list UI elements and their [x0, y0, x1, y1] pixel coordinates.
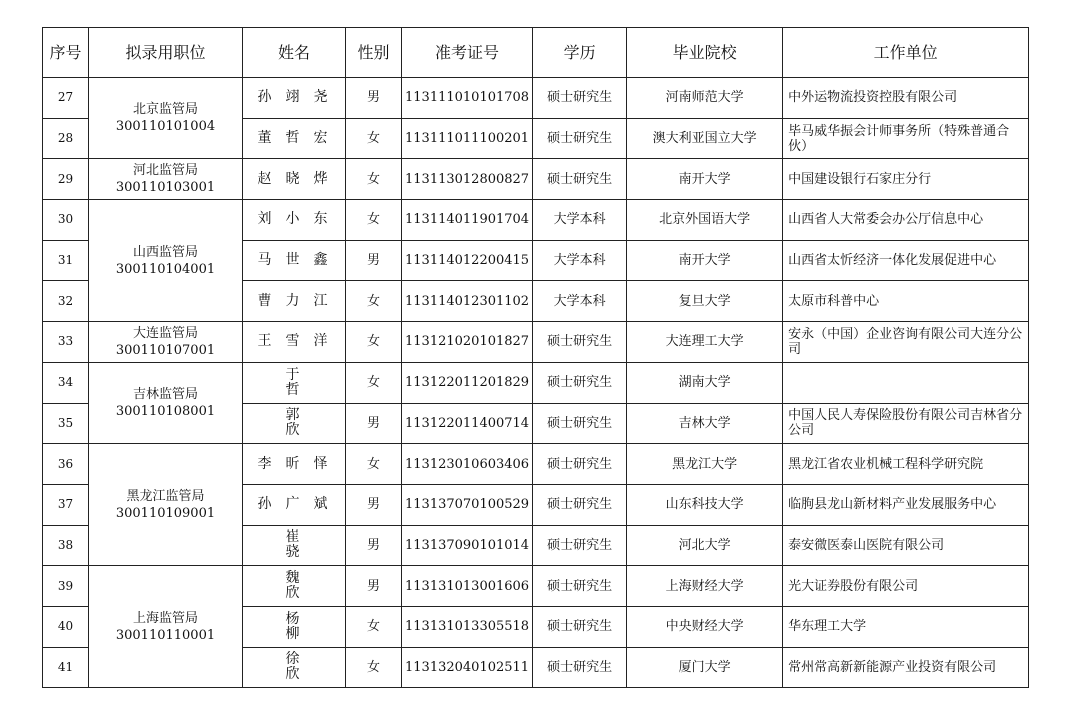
seq-cell: 28 [43, 118, 89, 159]
name-cell: 魏欣 [243, 566, 346, 607]
position-title: 大连监管局 [132, 325, 198, 341]
seq-cell: 27 [43, 78, 89, 119]
name-cell: 杨柳 [243, 606, 346, 647]
seq-cell: 40 [43, 606, 89, 647]
work-cell [783, 362, 1029, 403]
position-code: 300110110001 [115, 627, 216, 643]
gender-cell: 女 [346, 606, 402, 647]
degree-cell: 硕士研究生 [533, 118, 627, 159]
exam-id-cell: 113114011901704 [402, 200, 533, 241]
seq-cell: 30 [43, 200, 89, 241]
header-exam-id: 准考证号 [402, 28, 533, 78]
name-cell: 王雪洋 [243, 322, 346, 363]
position-cell [89, 322, 243, 363]
position-title: 上海监管局 [132, 610, 198, 626]
gender-cell: 女 [346, 362, 402, 403]
position-title: 山西监管局 [132, 244, 198, 260]
school-cell: 黑龙江大学 [627, 444, 783, 485]
name-cell: 刘小东 [243, 200, 346, 241]
school-cell: 北京外国语大学 [627, 200, 783, 241]
position-cell [89, 444, 243, 566]
gender-cell: 女 [346, 444, 402, 485]
degree-cell: 硕士研究生 [533, 403, 627, 444]
exam-id-cell: 113131013305518 [402, 606, 533, 647]
gender-cell: 女 [346, 281, 402, 322]
exam-id-cell: 113137090101014 [402, 525, 533, 566]
position-code: 300110108001 [115, 404, 216, 419]
seq-cell: 36 [43, 444, 89, 485]
name-cell: 赵晓烨 [243, 159, 346, 200]
exam-id-cell: 113114012301102 [402, 281, 533, 322]
seq-cell: 33 [43, 322, 89, 363]
gender-cell: 女 [346, 118, 402, 159]
degree-cell: 大学本科 [533, 200, 627, 241]
gender-cell: 男 [346, 403, 402, 444]
degree-cell: 硕士研究生 [533, 525, 627, 566]
name-cell: 徐欣 [243, 647, 346, 688]
degree-cell: 硕士研究生 [533, 647, 627, 688]
school-cell: 南开大学 [627, 159, 783, 200]
work-cell: 泰安微医泰山医院有限公司 [783, 525, 1029, 566]
degree-cell: 大学本科 [533, 281, 627, 322]
degree-cell: 硕士研究生 [533, 159, 627, 200]
position-title: 吉林监管局 [132, 387, 198, 402]
degree-cell: 大学本科 [533, 240, 627, 281]
position-code: 300110109001 [115, 505, 216, 521]
exam-id-cell: 113114012200415 [402, 240, 533, 281]
gender-cell: 男 [346, 484, 402, 525]
school-cell: 复旦大学 [627, 281, 783, 322]
exam-id-cell: 113121020101827 [402, 322, 533, 363]
table-row [43, 200, 1029, 241]
name-cell: 于哲 [243, 362, 346, 403]
header-name: 姓名 [243, 28, 346, 78]
table-row [43, 444, 1029, 485]
name-cell: 曹力江 [243, 281, 346, 322]
degree-cell: 硕士研究生 [533, 322, 627, 363]
gender-cell: 女 [346, 200, 402, 241]
work-cell: 华东理工大学 [783, 606, 1029, 647]
work-cell: 中国人民人寿保险股份有限公司吉林省分公司 [783, 403, 1029, 444]
degree-cell: 硕士研究生 [533, 606, 627, 647]
position-title: 河北监管局 [132, 163, 198, 179]
work-cell: 安永（中国）企业咨询有限公司大连分公司 [783, 322, 1029, 363]
name-cell: 马世鑫 [243, 240, 346, 281]
gender-cell: 男 [346, 78, 402, 119]
seq-cell: 35 [43, 403, 89, 444]
exam-id-cell: 113122011400714 [402, 403, 533, 444]
position-cell [89, 78, 243, 159]
school-cell: 上海财经大学 [627, 566, 783, 607]
exam-id-cell: 113122011201829 [402, 362, 533, 403]
exam-id-cell: 113137070100529 [402, 484, 533, 525]
header-school: 毕业院校 [627, 28, 783, 78]
name-cell: 董哲宏 [243, 118, 346, 159]
table-row [43, 78, 1029, 119]
school-cell: 河南师范大学 [627, 78, 783, 119]
seq-cell: 31 [43, 240, 89, 281]
exam-id-cell: 113123010603406 [402, 444, 533, 485]
position-cell [89, 362, 243, 443]
header-gender: 性别 [346, 28, 402, 78]
table-row [43, 566, 1029, 607]
school-cell: 澳大利亚国立大学 [627, 118, 783, 159]
school-cell: 河北大学 [627, 525, 783, 566]
work-cell: 黑龙江省农业机械工程科学研究院 [783, 444, 1029, 485]
position-cell [89, 566, 243, 688]
name-cell: 孙翊尧 [243, 78, 346, 119]
seq-cell: 37 [43, 484, 89, 525]
gender-cell: 男 [346, 525, 402, 566]
seq-cell: 34 [43, 362, 89, 403]
seq-cell: 38 [43, 525, 89, 566]
admission-table [42, 27, 1029, 688]
position-code: 300110107001 [115, 342, 216, 358]
degree-cell: 硕士研究生 [533, 566, 627, 607]
work-cell: 太原市科普中心 [783, 281, 1029, 322]
name-cell: 郭欣 [243, 403, 346, 444]
seq-cell: 29 [43, 159, 89, 200]
work-cell: 山西省太忻经济一体化发展促进中心 [783, 240, 1029, 281]
table-row [43, 322, 1029, 363]
seq-cell: 39 [43, 566, 89, 607]
name-cell: 李昕怿 [243, 444, 346, 485]
gender-cell: 女 [346, 322, 402, 363]
gender-cell: 男 [346, 566, 402, 607]
table-row [43, 159, 1029, 200]
work-cell: 临朐县龙山新材料产业发展服务中心 [783, 484, 1029, 525]
gender-cell: 女 [346, 159, 402, 200]
header-seq: 序号 [43, 28, 89, 78]
work-cell: 常州常高新新能源产业投资有限公司 [783, 647, 1029, 688]
position-title: 黑龙江监管局 [126, 488, 205, 504]
school-cell: 吉林大学 [627, 403, 783, 444]
header-row [43, 28, 1029, 78]
seq-cell: 41 [43, 647, 89, 688]
gender-cell: 男 [346, 240, 402, 281]
work-cell: 山西省人大常委会办公厅信息中心 [783, 200, 1029, 241]
degree-cell: 硕士研究生 [533, 484, 627, 525]
position-code: 300110103001 [115, 180, 216, 196]
exam-id-cell: 113113012800827 [402, 159, 533, 200]
school-cell: 山东科技大学 [627, 484, 783, 525]
work-cell: 中外运物流投资控股有限公司 [783, 78, 1029, 119]
seq-cell: 32 [43, 281, 89, 322]
header-work: 工作单位 [783, 28, 1029, 78]
exam-id-cell: 113131013001606 [402, 566, 533, 607]
school-cell: 南开大学 [627, 240, 783, 281]
school-cell: 大连理工大学 [627, 322, 783, 363]
header-degree: 学历 [533, 28, 627, 78]
exam-id-cell: 113132040102511 [402, 647, 533, 688]
header-position: 拟录用职位 [89, 28, 243, 78]
work-cell: 光大证券股份有限公司 [783, 566, 1029, 607]
position-code: 300110101004 [115, 119, 216, 135]
position-title: 北京监管局 [132, 102, 198, 118]
degree-cell: 硕士研究生 [533, 444, 627, 485]
name-cell: 崔骁 [243, 525, 346, 566]
school-cell: 湖南大学 [627, 362, 783, 403]
table-row [43, 362, 1029, 403]
degree-cell: 硕士研究生 [533, 362, 627, 403]
exam-id-cell: 113111011100201 [402, 118, 533, 159]
degree-cell: 硕士研究生 [533, 78, 627, 119]
exam-id-cell: 113111010101708 [402, 78, 533, 119]
gender-cell: 女 [346, 647, 402, 688]
school-cell: 中央财经大学 [627, 606, 783, 647]
position-code: 300110104001 [115, 261, 216, 277]
table-body [43, 78, 1029, 688]
school-cell: 厦门大学 [627, 647, 783, 688]
position-cell [89, 159, 243, 200]
position-cell [89, 200, 243, 322]
work-cell: 中国建设银行石家庄分行 [783, 159, 1029, 200]
work-cell: 毕马威华振会计师事务所（特殊普通合伙） [783, 118, 1029, 159]
name-cell: 孙广斌 [243, 484, 346, 525]
